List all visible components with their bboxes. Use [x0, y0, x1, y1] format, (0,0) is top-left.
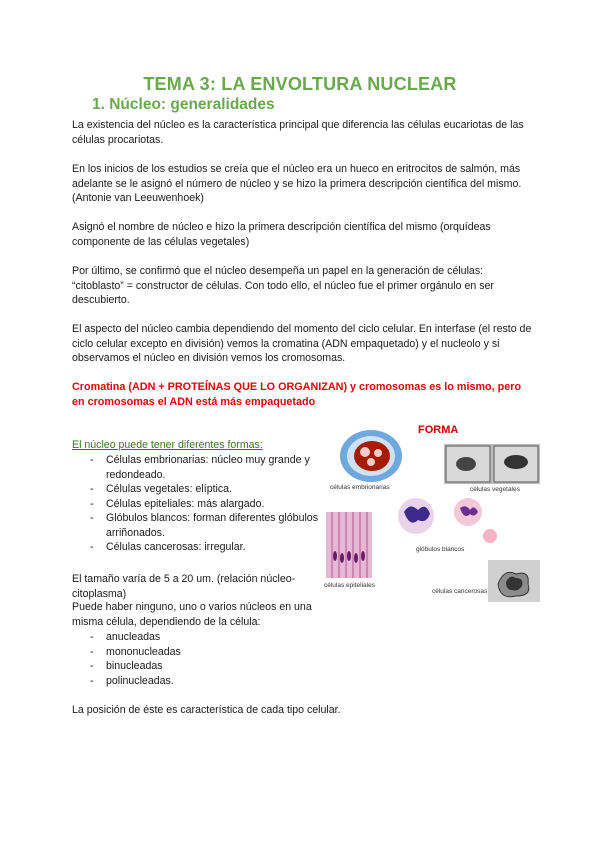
- forms-heading: El núcleo puede tener diferentes formas:: [72, 439, 263, 451]
- paragraph-1: La existencia del núcleo es la característica principal que diferencia las células eucariotas de las células procariotas.: [72, 119, 524, 146]
- list-item: - anucleadas: [72, 630, 312, 645]
- count-text: Puede haber ninguno, uno o varios núcleos en una misma célula, dependiendo de la célula:: [72, 601, 312, 628]
- list-item: - Glóbulos blancos: forman diferentes glóbulos arriñonados.: [72, 511, 320, 540]
- white-blood-cells-image: [380, 494, 500, 544]
- epithelial-cells-image: [326, 512, 372, 578]
- paragraph-2: En los inicios de los estudios se creía que el núcleo era un hueco en eritrocitos de salmón, más adelante se le asignó el número de núcleo y se hizo la primera descripción científica del mismo. (Antonie van Leeuwenhoek): [72, 163, 522, 204]
- caption-blancos: glóbulos blancos: [416, 546, 465, 553]
- caption-cancerosas: células cancerosas: [432, 588, 488, 595]
- paragraph-4: Por último, se confirmó que el núcleo desempeña un papel en la generación de células: “citoblasto” = constructor de células. Con todo ello, el núcleo fue el primer orgánulo en ser descubierto.: [72, 265, 494, 306]
- paragraph-5: El aspecto del núcleo cambia dependiendo del momento del ciclo celular. En interfase (el resto de ciclo celular excepto en división) vemos la cromatina (ADN empaquetado) y el nucleolo y si observamos el núcleo en división vemos los cromosomas.: [72, 323, 532, 364]
- forms-figure: [320, 420, 540, 610]
- list-item: - Células cancerosas: irregular.: [72, 540, 320, 555]
- paragraph-3: Asignó el nombre de núcleo e hizo la primera descripción científica del mismo (orquídeas componente de las células vegetales): [72, 221, 491, 248]
- list-item: - Células epiteliales: más alargado.: [72, 497, 320, 512]
- section-heading: 1. Núcleo: generalidades: [92, 96, 275, 113]
- embryonic-cell-image: [338, 428, 404, 484]
- size-text: El tamaño varía de 5 a 20 um. (relación núcleo-citoplasma): [72, 573, 296, 600]
- list-item: - Células embrionarias: núcleo muy grande y redondeado.: [72, 453, 320, 482]
- caption-embrionarias: células embrionarias: [330, 484, 390, 491]
- caption-epiteliales: células epiteliales: [324, 582, 375, 589]
- counts-list: [72, 630, 312, 688]
- list-item: - binucleadas: [72, 659, 312, 674]
- cancer-cells-image: [488, 560, 540, 602]
- figure-title: FORMA: [418, 424, 459, 436]
- highlight-note: Cromatina (ADN + PROTEÍNAS QUE LO ORGANIZAN) y cromosomas es lo mismo, pero en cromosomas el ADN está más empaquetado: [72, 381, 522, 408]
- plant-cells-image: [444, 444, 540, 484]
- forms-list: [72, 453, 320, 555]
- position-text: La posición de éste es característica de cada tipo celular.: [72, 704, 341, 716]
- page-title: TEMA 3: LA ENVOLTURA NUCLEAR: [143, 74, 457, 94]
- list-item: - mononucleadas: [72, 645, 312, 660]
- list-item: - Células vegetales: elíptica.: [72, 482, 320, 497]
- caption-vegetales: células vegetales: [470, 486, 520, 493]
- list-item: - polinucleadas.: [72, 674, 312, 689]
